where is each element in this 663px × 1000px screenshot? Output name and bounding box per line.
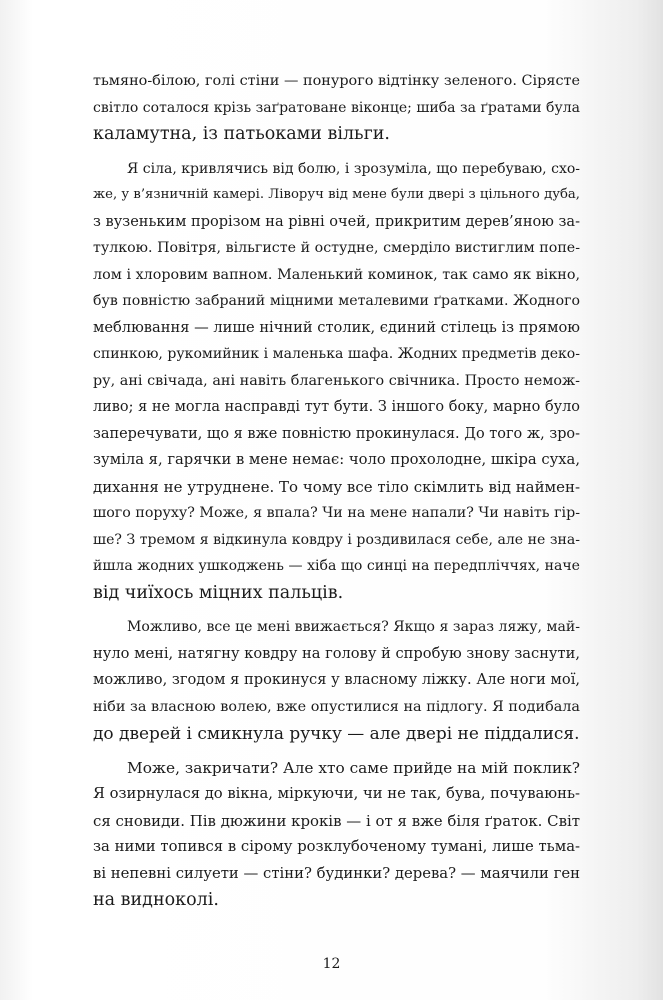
text-line: заперечувати, що я вже повністю прокинулася. До того ж, зро- (93, 425, 580, 442)
body-text (93, 68, 580, 922)
paragraph (93, 614, 580, 747)
text-line: шого поруху? Може, я впала? Чи на мене напали? Чи навіть гір- (93, 505, 580, 521)
text-line: до дверей і смикнула ручку — але двері не піддалися. (93, 723, 580, 743)
text-line: від чиїхось міцних пальців. (93, 582, 344, 603)
text-line: лом і хлоровим вапном. Маленький коминок, так само як вікно, (93, 266, 580, 283)
text-line: меблювання — лише нічний столик, єдиний стілець із прямою (93, 318, 580, 336)
text-line: Я сіла, кривлячись від болю, і зрозуміла, що перебуваю, схо- (127, 160, 580, 177)
paragraph (93, 755, 580, 914)
text-line: йшла жодних ушкоджень — хіба що синці на передпліччях, наче (93, 558, 580, 574)
text-line: каламутна, із патьоками вільги. (93, 124, 390, 144)
text-line: з вузеньким прорізом на рівні очей, прикритим дерев’яною за- (93, 213, 580, 230)
text-line: же, у в’язничній камері. Ліворуч від мене були двері з цільного дуба, (93, 187, 580, 202)
text-line: ливо; я не могла насправді тут бути. З іншого боку, марно було (93, 399, 580, 415)
text-line: дихання не утруднене. То чому все тіло скімлить від наймен- (93, 477, 580, 496)
text-line: Може, закричати? Але хто саме прийде на мій поклик? (127, 758, 580, 777)
text-line: був повністю забраний міцними металевими ґратками. Жодного (93, 293, 580, 309)
text-line: за ними топився в сірому розклубоченому тумані, лише тьма- (93, 838, 580, 855)
text-line: спинкою, рукомийник і маленька шафа. Жодних предметів деко- (93, 346, 580, 362)
text-line: Я озирнулася до вікна, міркуючи, чи не так, бува, почуваюнь- (93, 785, 580, 802)
text-line: тулкою. Повітря, вільгисте й остудне, смерділо вистиглим попе- (93, 240, 580, 256)
page-number: 12 (322, 956, 341, 972)
text-line: ві непевні силуети — стіни? будинки? дерева? — маячили ген (93, 864, 580, 882)
text-line: ру, ані свічада, ані навіть благенького свічника. Просто немож- (93, 372, 580, 389)
paragraph (93, 68, 580, 148)
paragraph (93, 156, 580, 607)
text-line: нуло мені, натягну ковдру на голову й спробую знову заснути, (93, 644, 580, 662)
text-line: світло соталося крізь заґратоване віконце; шиба за ґратами була (93, 99, 580, 116)
text-line: тьмяно-білою, голі стіни — понурого відтінку зеленого. Сірясте (93, 73, 580, 89)
text-line: ся сновиди. Пів дюжини кроків — і от я вже біля ґраток. Світ (93, 811, 580, 830)
text-line: Можливо, все це мені ввижається? Якщо я зараз ляжу, май- (127, 619, 580, 635)
text-line: зуміла я, гарячки в мене немає: чоло прохолодне, шкіра суха, (93, 451, 580, 468)
text-line: можливо, згодом я прокинуся у власному ліжку. Але ноги мої, (93, 671, 580, 688)
text-line: ше? З тремом я відкинула ковдру і роздивилася себе, але не зна- (93, 531, 580, 548)
text-line: на видноколі. (93, 890, 219, 910)
text-line: ніби за власною волею, вже опустилися на підлогу. Я подибала (93, 698, 580, 715)
